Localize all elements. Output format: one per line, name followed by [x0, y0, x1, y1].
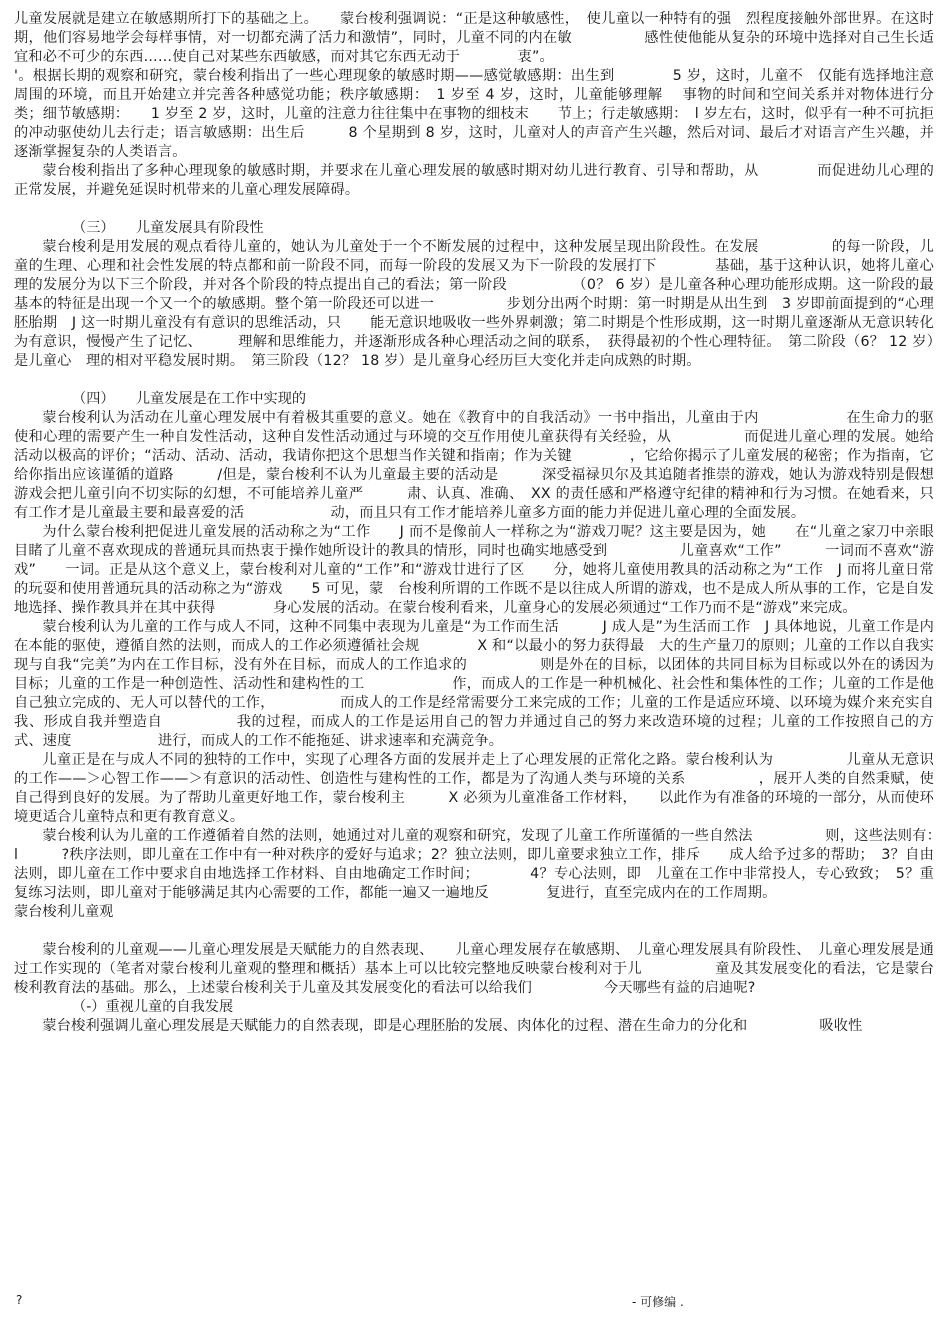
heading-work: （四） 儿童发展是在工作中实现的	[72, 391, 307, 407]
paragraph-stages: 蒙台梭利是用发展的观点看待儿童的，她认为儿童处于一个不断发展的过程中，这种发展呈现出阶段性。在发展 的每一阶段，儿童的生理、心理和社会性发展的特点都和前一阶段不同，而每一阶段的发展又为下一阶段的发展打下 基础，基于这种认识，她将儿童心理的发展分为以下三个阶段，并对各个阶段的特点提出自己的看法；第一阶段 （0？ 6 岁）是儿童各种心理功能形成期。这一阶段的最基本的特征是出现一个又一个的敏感期。整个第一阶段还可以进一 步划分出两个时期：第一时期是从出生到 3 岁即前面提到的“心理胚胎期 J 这一时期儿童没有有意识的思维活动，只 能无意识地吸收一些外界刺激；第二时期是个性形成期，这一时期儿童逐渐从无意识转化为有意识，慢慢产生了记忆、 理解和思维能力，并逐渐形成各种心理活动之间的联系， 获得最初的个性心理特征。 第二阶段（6？ 12 岁）是儿童心 理的相对平稳发展时期。 第三阶段（12？ 18 岁）是儿童身心经历巨大变化并走向成熟的时期。	[14, 239, 934, 369]
paragraph-natural-laws: 蒙台梭利认为儿童的工作遵循着自然的法则，她通过对儿童的观察和研究，发现了儿童工作所谨循的一些自然法 则，这些法则有： l ?秩序法则，即儿童在工作中有一种对秩序的爱好与追求；2？独立法则，即儿童要求独立工作，排斥 成人给予过多的帮助； 3？自由法则，即儿童在工作中要求自由地选择工作材料、自由地确定工作时间； 4？专心法则，即 儿童在工作中非常投人，专心致致； 5？重复练习法则，即儿童对于能够满足其内心需要的工作，都能一遍又一遍地反 复进行，直至完成内在的工作周期。	[14, 828, 949, 901]
paragraph-sensitive-periods-summary: 蒙台梭利指出了多种心理现象的敏感时期，并要求在儿童心理发展的敏感时期对幼儿进行教育、引导和帮助，从 而促进幼儿心理的正常发展，并避免延误时机带来的儿童心理发展障碍。	[14, 163, 934, 198]
paragraph-sensitive-periods: '。根据长期的观察和研究，蒙台梭利指出了一些心理现象的敏感时期——感觉敏感期：出生到 5 岁，这时，儿童不 仅能有选择地注意周围的环境，而且开始建立并完善各种感觉功能；秩序敏感期： 1 岁至 4 岁，这时，儿童能够理解 事物的时间和空间关系并对物体进行分类；细节敏感期： 1 岁至 2 岁，这时，儿童的注意力往往集中在事物的细枝末 节上；行走敏感期： l 岁左右，这时，似乎有一种不可抗拒的冲动驱使幼儿去行走；语言敏感期：出生后 8 个星期到 8 岁，这时，儿童对人的声音产生兴趣，然后对词、最后才对语言产生兴趣，并逐渐掌握复杂的人类语言。	[14, 68, 934, 160]
section-title: 蒙台梭利儿童观	[14, 904, 114, 920]
paragraph-view-summary: 蒙台梭利的儿童观——儿童心理发展是天赋能力的自然表现、 儿童心理发展存在敏感期、 儿童心理发展具有阶段性、 儿童心理发展是通过工作实现的（笔者对蒙台梭利儿童观的整理和概括）基本上可以比较完整地反映蒙台梭利对于儿 童及其发展变化的看法，它是蒙台梭利教育法的基础。那么，上述蒙台梭利关于儿童及其发展变化的看法可以给我们 今天哪些有益的启迪呢?	[14, 942, 934, 996]
paragraph-self-development: 蒙台梭利强调儿童心理发展是天赋能力的自然表现，即是心理胚胎的发展、肉体化的过程、潜在生命力的分化和 吸收性	[42, 1018, 863, 1034]
heading-stages: （三） 儿童发展具有阶段性	[72, 220, 264, 236]
paragraph-child-vs-adult-work: 蒙台梭利认为儿童的工作与成人不同，这种不同集中表现为儿童是“为工作而生活 J 成人是”为生活而工作 J 具体地说，儿童工作是内在本能的驱使，遵循自然的法则，而成人的工作必须遵循社会规 X 和“以最小的努力获得最 大的生产量刀的原则；儿童的工作以自我实现与自我“完美”为内在工作目标，没有外在目标，而成人的工作追求的 则是外在的目标，以团体的共同目标为目标或以外在的诱因为目标；儿童的工作是一种创造性、活动性和建构性的工 作，而成人的工作是一种机械化、社会性和集体性的工作；儿童的工作是他自己独立完成的、无人可以替代的工作， 而成人的工作是经常需要分工来完成的工作；儿童的工作是适应环境、以环境为媒介来充实自我、形成自我并塑造自 我的过程，而成人的工作是运用自己的智力并通过自己的努力来改造环境的过程；儿童的工作按照自己的方式、速度 进行，而成人的工作不能拖延、讲求速率和充满竞争。	[14, 619, 934, 749]
paragraph-normalization: 儿童正是在与成人不同的独特的工作中，实现了心理各方面的发展并走上了心理发展的正常化之路。蒙台梭利认为 儿童从无意识的工作——＞心智工作——＞有意识的活动性、创造性与建构性的工作，都是为了沟通人类与环境的关系 ，展开人类的自然秉赋，使自己得到良好的发展。为了帮助儿童更好地工作，蒙台梭利主 X 必须为儿童准备工作材料， 以此作为有准备的环境的一部分，从而使环境更适合儿童特点和更有教育意义。	[14, 752, 934, 825]
document-page	[14, 10, 949, 1036]
paragraph-work-vs-play: 为什么蒙台梭利把促进儿童发展的活动称之为“工作 J 而不是像前人一样称之为“游戏刀呢？这主要是因为，她 在“儿童之家刀中亲眼目睹了儿童不喜欢现成的普通玩具而热衷于操作她所设计的教具的情形，同时也确实地感受到 儿童喜欢“工作” 一词而不喜欢“游戏” 一词。正是从这个意义上，蒙台梭利对儿童的“工作”和“游戏廿进行了区 分，她将儿童使用教具的活动称之为“工作 J 而将儿童日常的玩耍和使用普通玩具的活动称之为“游戏 5 可见，蒙 台梭利所谓的工作既不是以往成人所谓的游戏，也不是成人所从事的工作，它是自发地选择、操作教具并在其中获得 身心发展的活动。在蒙台梭利看来，儿童身心的发展必须通过“工作乃而不是“游戏”来完成。	[14, 524, 934, 616]
footer-text: - 可修编 .	[632, 1295, 684, 1309]
footer-mark: ?	[16, 1293, 23, 1307]
heading-self-development: （-）重视儿童的自我发展	[72, 999, 234, 1015]
paragraph-activity: 蒙台梭利认为活动在儿童心理发展中有着极其重要的意义。她在《教育中的自我活动》一书中指出，儿童由于内 在生命力的驱使和心理的需要产生一种自发性活动，这种自发性活动通过与环境的交互作用使儿童获得有关经验，从 而促进儿童心理的发展。她给活动以极高的评价；“活动、活动、活动，我请你把这个思想当作关键和指南；作为关键 ，它给你揭示了儿童发展的秘密；作为指南，它给你指出应该谨循的道路 /但是，蒙台梭利不认为儿童最主要的活动是 深受福禄贝尔及其追随者推崇的游戏，她认为游戏特别是假想游戏会把儿童引向不切实际的幻想，不可能培养儿童严 肃、认真、准确、 XX 的责任感和严格遵守纪律的精神和行为习惯。在她看来，只有工作才是儿童最主要和最喜爱的活 动，而且只有工作才能培养儿童多方面的能力并促进儿童心理的全面发展。	[14, 410, 934, 521]
paragraph-sensitivity-intro: 儿童发展就是建立在敏感期所打下的基础之上。 蒙台梭利强调说：“正是这种敏感性， 使儿童以一种特有的强 烈程度接触外部世界。在这时期，他们容易地学会每样事情，对一切都充满了活力和激情”，同时，儿童不同的内在敏 感性使他能从复杂的环境中选择对自己生长适宜和必不可少的东西……使自己对某些东西敏感，而对其它东西无动于 衷”。	[14, 11, 934, 65]
